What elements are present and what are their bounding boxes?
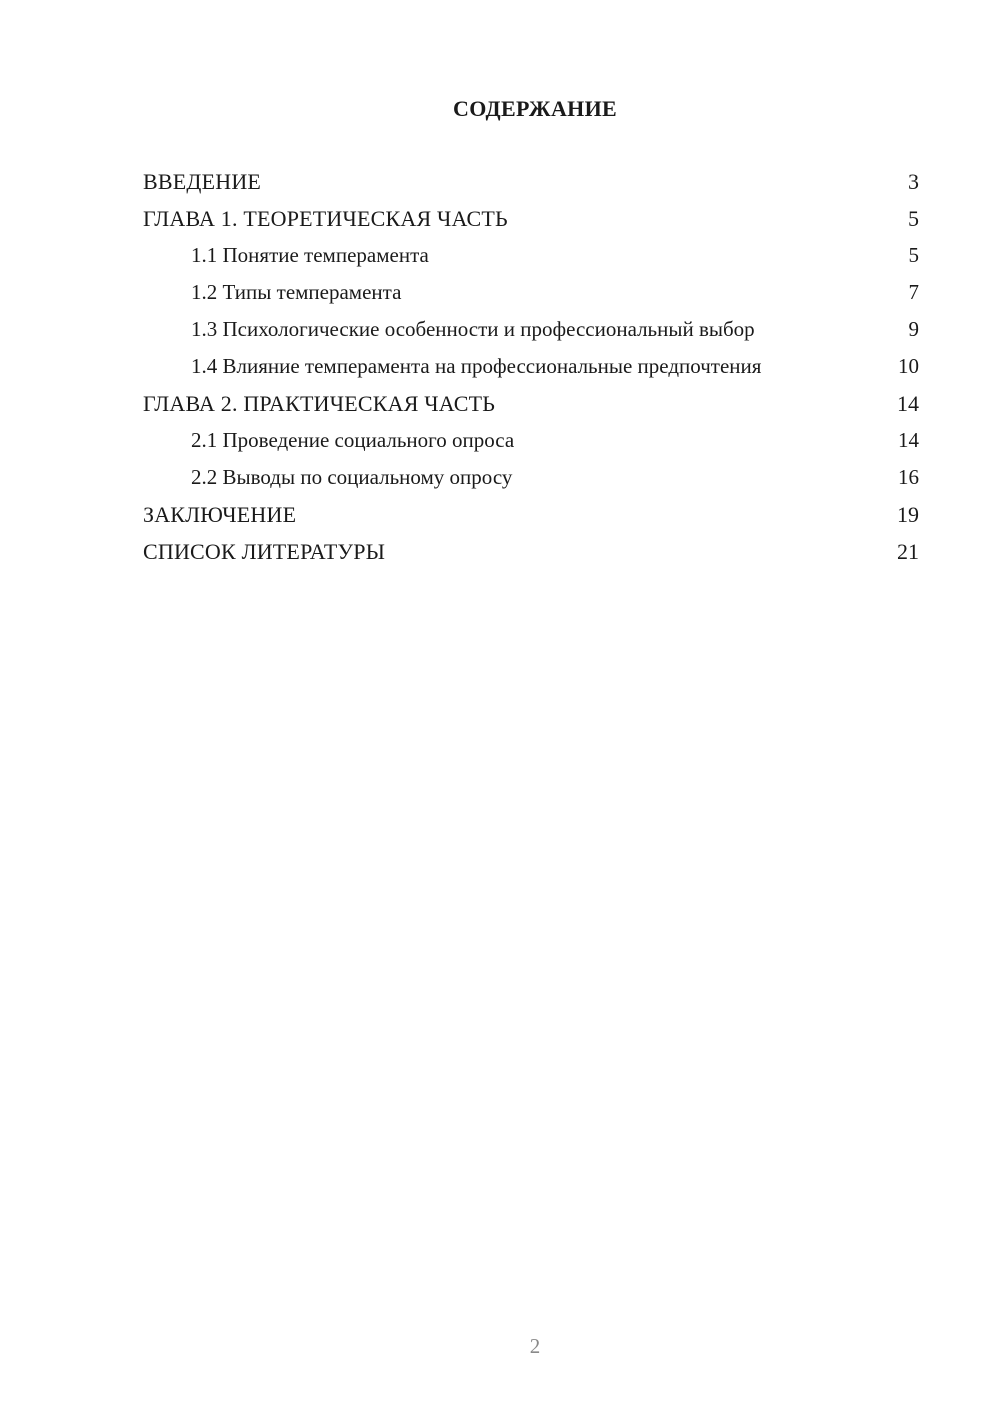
toc-entry-section-2-1[interactable] xyxy=(143,427,919,454)
toc-entry-label: 2.2 Выводы по социальному опросу xyxy=(191,465,513,489)
toc-entry-page: 14 xyxy=(897,391,919,416)
toc-entry-page: 21 xyxy=(897,539,919,564)
toc-entry-page: 5 xyxy=(908,243,919,267)
toc-entry-label: 1.3 Психологические особенности и профессиональный выбор xyxy=(191,317,755,341)
toc-entry-chapter-2[interactable] xyxy=(143,390,919,417)
toc-entry-label: ГЛАВА 1. ТЕОРЕТИЧЕСКАЯ ЧАСТЬ xyxy=(143,206,508,231)
toc-entry-page: 14 xyxy=(898,428,919,452)
toc-entry-page: 10 xyxy=(898,354,919,378)
page-title: СОДЕРЖАНИЕ xyxy=(453,96,617,121)
toc-entry-page: 5 xyxy=(908,206,919,231)
toc-entry-label: ВВЕДЕНИЕ xyxy=(143,169,262,194)
toc-entry-label: ЗАКЛЮЧЕНИЕ xyxy=(143,502,297,527)
toc-entry-conclusion[interactable] xyxy=(143,501,919,528)
toc-entry-label: СПИСОК ЛИТЕРАТУРЫ xyxy=(143,539,386,564)
toc-entry-section-1-4[interactable] xyxy=(143,353,919,380)
toc-entry-page: 7 xyxy=(908,280,919,304)
toc-entry-chapter-1[interactable] xyxy=(143,205,919,232)
toc-entry-label: 2.1 Проведение социального опроса xyxy=(191,428,515,452)
toc-entry-section-1-3[interactable] xyxy=(143,316,919,343)
toc-entry-label: ГЛАВА 2. ПРАКТИЧЕСКАЯ ЧАСТЬ xyxy=(143,391,496,416)
toc-entry-label: 1.2 Типы темперамента xyxy=(191,280,402,304)
toc-entry-label: 1.4 Влияние темперамента на профессиональные предпочтения xyxy=(191,354,762,378)
toc-entry-section-1-1[interactable] xyxy=(143,242,919,269)
toc-entry-label: 1.1 Понятие темперамента xyxy=(191,243,429,267)
page-number: 2 xyxy=(529,1334,541,1358)
toc-entry-section-2-2[interactable] xyxy=(143,464,919,491)
toc-entry-references[interactable] xyxy=(143,538,919,565)
toc-entry-page: 16 xyxy=(898,465,919,489)
toc-entry-introduction[interactable] xyxy=(143,168,919,195)
toc-entry-page: 9 xyxy=(908,317,919,341)
toc-entry-page: 3 xyxy=(908,169,919,194)
table-of-contents xyxy=(143,168,919,575)
toc-entry-section-1-2[interactable] xyxy=(143,279,919,306)
toc-entry-page: 19 xyxy=(897,502,919,527)
